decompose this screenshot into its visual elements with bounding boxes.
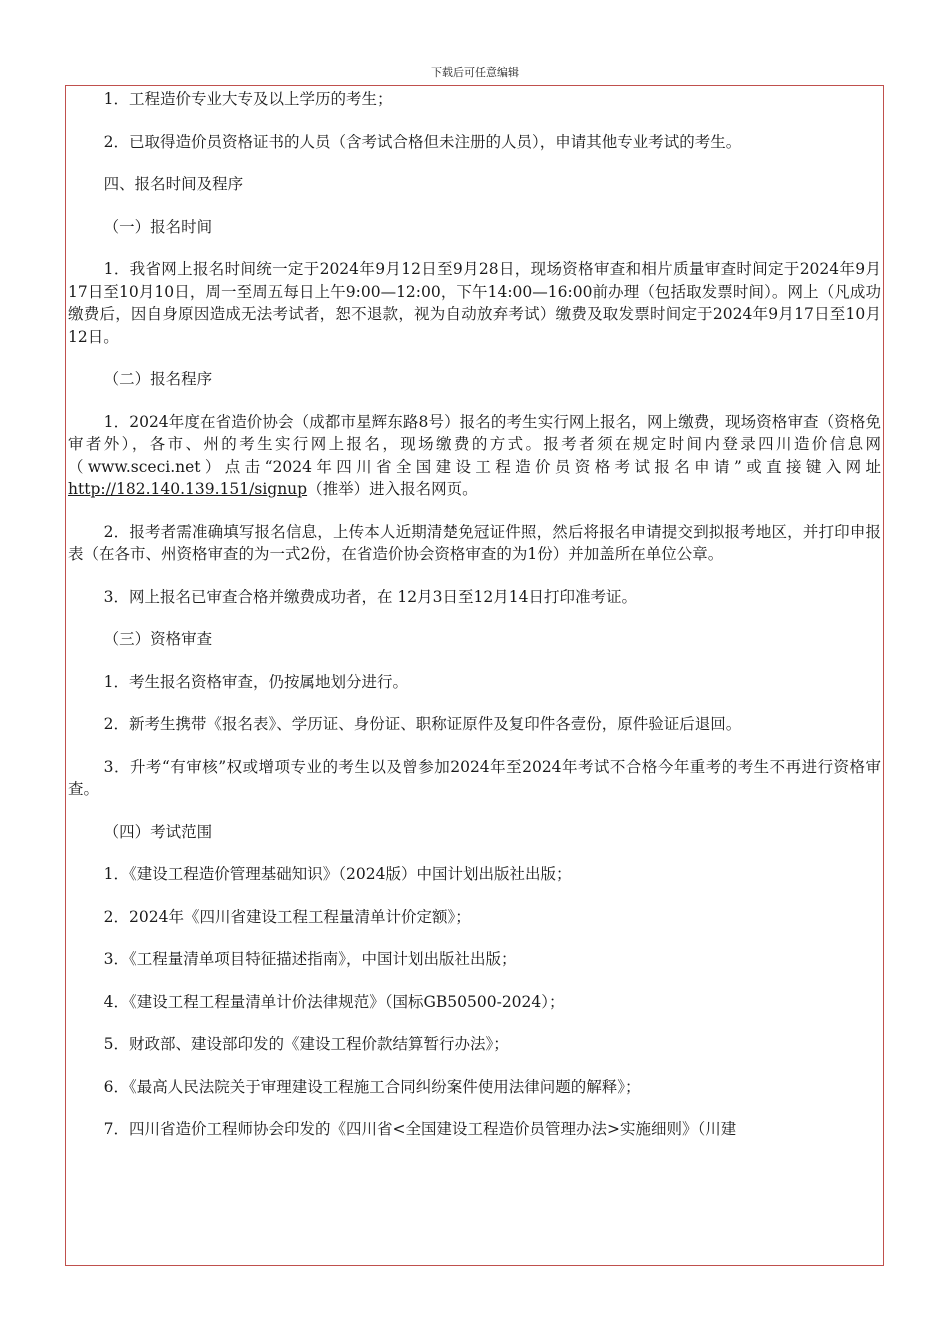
paragraph-certificate-holders: 2．已取得造价员资格证书的人员（含考试合格但未注册的人员），申请其他专业考试的考生。 [103,132,742,151]
paragraph-new-candidates-docs: 2．新考生携带《报名表》、学历证、身份证、职称证原件及复印件各壹份，原件验证后退回。 [103,715,742,733]
subsection-heading-qualification-review: （三）资格审查 [103,630,213,648]
list-item-scope-6: 6．《最高人民法院关于审理建设工程施工合同纠纷案件使用法律问题的解释》； [103,1077,641,1096]
list-item-scope-7: 7．四川省造价工程师协会印发的《四川省<全国建设工程造价员管理办法>实施细则》（川建 [103,1120,737,1138]
paragraph-online-registration-tail: （推举）进入报名网页。 [307,480,478,498]
subsection-heading-registration-procedure: （二）报名程序 [103,370,213,388]
list-item-scope-1: 1．《建设工程造价管理基础知识》（2024版）中国计划出版社出版； [103,865,572,883]
paragraph-online-registration [68,411,881,501]
signup-link[interactable]: http://182.140.139.151/signup [68,480,308,498]
paragraph-admission-ticket: 3．网上报名已审查合格并缴费成功者，在 12月3日至12月14日打印准考证。 [103,587,637,606]
paragraph-online-registration-text: 1．2024年度在省造价协会（成都市星辉东路8号）报名的考生实行网上报名，网上缴费，现场资格审查（资格免审者外），各市、州的考生实行网上报名，现场缴费的方式。报考者须在规定时间内登录四川造价信息网（www.sceci.net）点击“2024年四川省全国建设工程造价员资格考试报名申请”或直接键入网址 [68,412,881,476]
list-item-scope-3: 3．《工程量清单项目特征描述指南》，中国计划出版社出版； [103,950,517,968]
list-item-scope-4: 4．《建设工程工程量清单计价法律规范》（国标GB50500-2024）； [103,992,565,1011]
paragraph-registration-time: 1．我省网上报名时间统一定于2024年9月12日至9月28日，现场资格审查和相片质量审查时间定于2024年9月17日至10月10日，周一至周五每日上午9:00—12:00，下午14:00—16:00前办理（包括取发票时间）。网上（凡成功缴费后，因自身原因造成无法考试者，恕不退款，视为自动放弃考试）缴费及取发票时间定于2024年9月17日至10月12日。 [68,260,881,346]
paragraph-photo-upload: 2．报考者需准确填写报名信息，上传本人近期清楚免冠证件照，然后将报名申请提交到拟报考地区，并打印申报表（在各市、州资格审查的为一式2份，在省造价协会资格审查的为1份）并加盖所在单位公章。 [68,522,881,563]
list-item-scope-2: 2．2024年《四川省建设工程工程量清单计价定额》； [103,907,471,926]
subsection-heading-exam-scope: （四）考试范围 [103,822,213,841]
paragraph-edu-requirement: 1．工程造价专业大专及以上学历的考生； [103,90,393,108]
document-body [68,86,881,1141]
paragraph-review-by-region: 1．考生报名资格审查，仍按属地划分进行。 [103,672,409,691]
paragraph-review-exemption: 3．升考“有审核”权或增项专业的考生以及曾参加2024年至2024年考试不合格今年重考的考生不再进行资格审查。 [68,757,881,798]
page-header: 下载后可任意编辑 [431,66,519,79]
section-heading-registration: 四、报名时间及程序 [103,175,244,193]
list-item-scope-5: 5．财政部、建设部印发的《建设工程价款结算暂行办法》； [103,1035,509,1053]
subsection-heading-registration-time: （一）报名时间 [103,217,213,236]
content-frame [65,85,884,1266]
